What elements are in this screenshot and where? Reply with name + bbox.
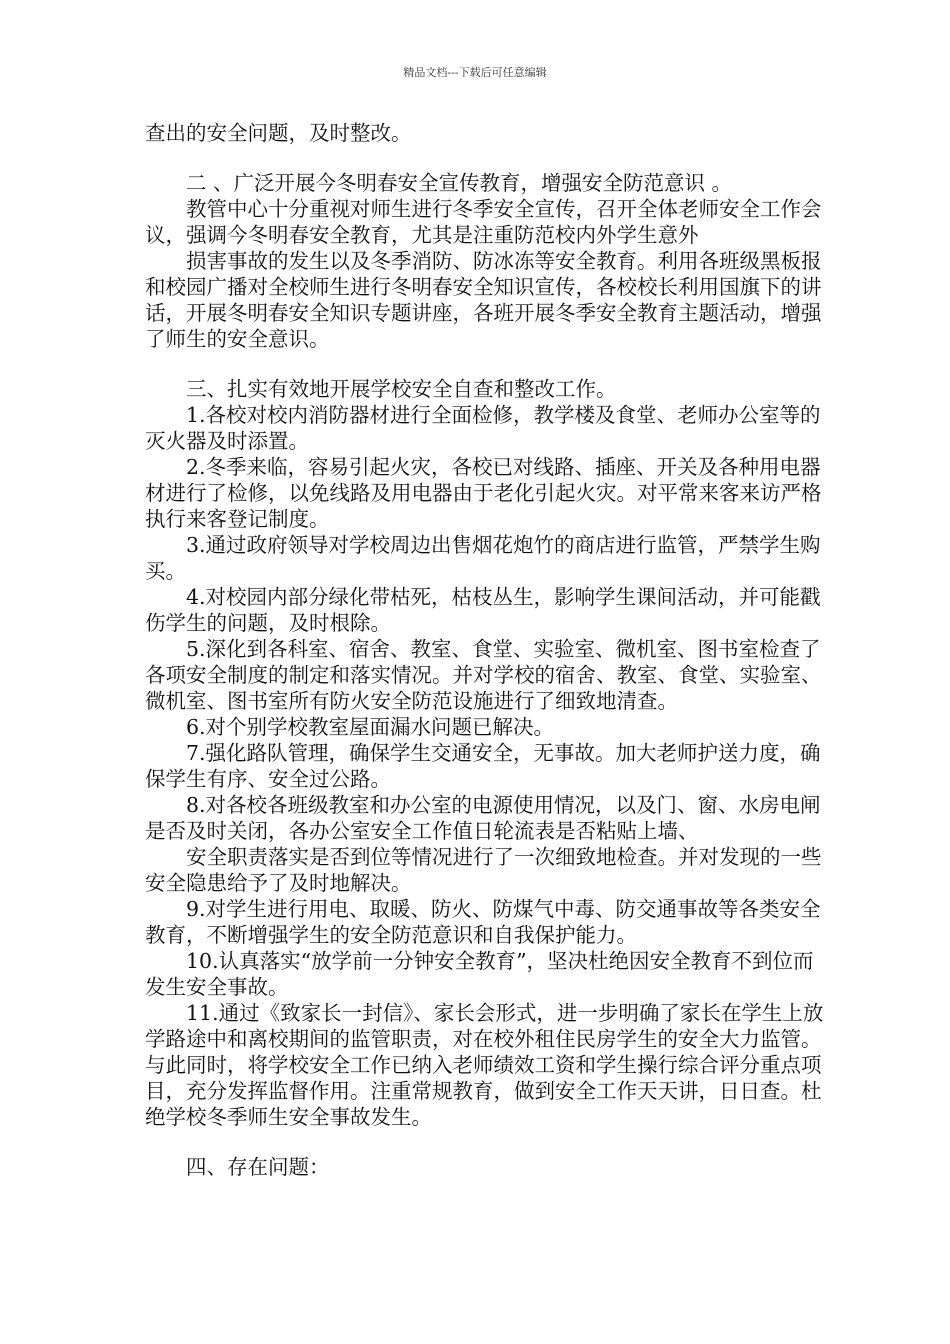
paragraph-continuation: 查出的安全问题，及时整改。 [145, 121, 412, 145]
paragraph: 教管中心十分重视对师生进行冬季安全宣传，召开全体老师安全工作会议，强调今冬明春安全教育，尤其是注重防范校内外学生意外 [145, 197, 822, 247]
list-item: 5.深化到各科室、宿舍、教室、食堂、实验室、微机室、图书室检查了各项安全制度的制定和落实情况。并对学校的宿舍、教室、食堂、实验室、微机室、图书室所有防火安全防范设施进行了细致地清查。 [145, 637, 822, 713]
list-item: 9.对学生进行用电、取暖、防火、防煤气中毒、防交通事故等各类安全教育，不断增强学生的安全防范意识和自我保护能力。 [145, 897, 821, 947]
page-header: 精品文档---下载后可任意编辑 [403, 66, 547, 79]
section-heading-3: 三、扎实有效地开展学校安全自查和整改工作。 [186, 377, 617, 401]
paragraph: 损害事故的发生以及冬季消防、防冰冻等安全教育。利用各班级黑板报和校园广播对全校师生进行冬明春安全知识宣传，各校校长利用国旗下的讲话，开展冬明春安全知识专题讲座，各班开展冬季安全教育主题活动，增强了师生的安全意识。 [145, 249, 822, 351]
list-item: 10.认真落实“放学前一分钟安全教育”，坚决杜绝因安全教育不到位而发生安全事故。 [145, 949, 814, 999]
list-item: 7.强化路队管理，确保学生交通安全，无事故。加大老师护送力度，确保学生有序、安全过公路。 [145, 741, 821, 791]
section-heading-2: 二 、广泛开展今冬明春安全宣传教育，增强安全防范意识 。 [186, 171, 733, 195]
list-item: 8.对各校各班级教室和办公室的电源使用情况，以及门、窗、水房电闸是否及时关闭，各办公室安全工作值日轮流表是否粘贴上墙、 [145, 793, 821, 843]
list-item: 11.通过《致家长一封信》、家长会形式，进一步明确了家长在学生上放学路途中和离校期间的监管职责，对在校外租住民房学生的安全大力监管。 与此同时，将学校安全工作已纳入老师绩效工资和学生操行综合评分重点项目，充分发挥监督作用。注重常规教育，做到安全工作天天讲，日日查。杜绝学校冬季师生安全事故发生。 [145, 1001, 824, 1129]
list-item: 2.冬季来临，容易引起火灾，各校已对线路、插座、开关及各种用电器材进行了检修，以免线路及用电器由于老化引起火灾。对平常来客来访严格执行来客登记制度。 [145, 455, 822, 531]
list-item: 3.通过政府领导对学校周边出售烟花炮竹的商店进行监管，严禁学生购买。 [145, 533, 821, 583]
section-heading-4: 四、存在问题： [186, 1155, 330, 1179]
list-item-continuation: 安全职责落实是否到位等情况进行了一次细致地检查。并对发现的一些安全隐患给予了及时地解决。 [145, 845, 822, 895]
document-body [145, 120, 825, 1180]
list-item: 1.各校对校内消防器材进行全面检修，教学楼及食堂、老师办公室等的灭火器及时添置。 [145, 403, 821, 453]
list-item: 4.对校园内部分绿化带枯死，枯枝丛生，影响学生课间活动，并可能戳伤学生的问题，及时根除。 [145, 585, 821, 635]
list-item: 6.对个别学校教室屋面漏水问题已解决。 [186, 715, 555, 739]
